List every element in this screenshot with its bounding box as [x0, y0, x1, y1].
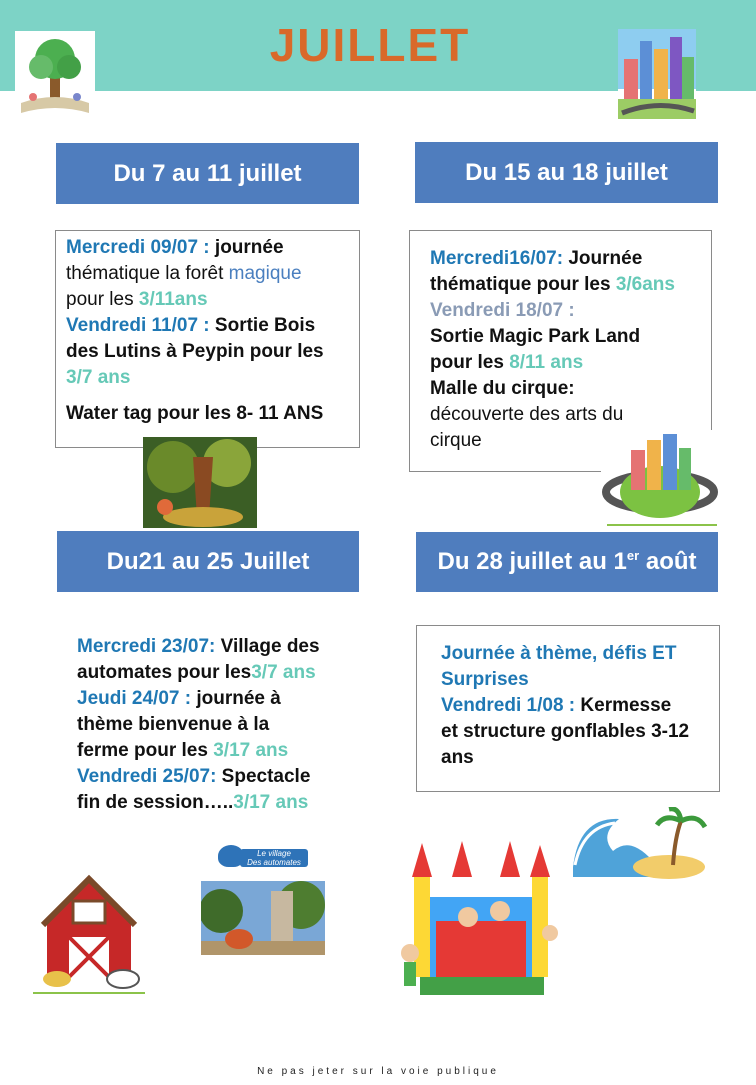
text-span: Spectacle: [216, 766, 311, 787]
text-span: 3/17 ans: [213, 740, 289, 761]
city-icon: [618, 29, 696, 119]
week-4-text: [441, 641, 711, 771]
forest-photo: [143, 437, 257, 528]
text-span: fin de session…..: [77, 792, 234, 813]
text-span: Village des: [215, 636, 320, 657]
text-line: Journée à thème, défis ET: [441, 643, 677, 664]
text-line: découverte des arts du: [430, 404, 624, 425]
farm-barn-icon: [33, 873, 145, 995]
text-line: cirque: [430, 430, 482, 451]
week-3-heading: [57, 531, 359, 592]
automates-photo: [201, 881, 325, 955]
text-span: Sortie Bois: [209, 315, 316, 336]
text-span: magique: [228, 263, 302, 284]
text-span: 3/17 ans: [233, 792, 309, 813]
text-span: Vendredi 11/07 :: [66, 315, 210, 336]
text-line: et structure gonflables 3-12: [441, 721, 690, 742]
text-span: 8/11 ans: [509, 352, 584, 373]
text-span: pour les: [430, 352, 510, 373]
text-line: Surprises: [441, 669, 529, 690]
week-2-text: [430, 246, 710, 454]
text-span: ferme pour les: [77, 740, 214, 761]
village-automates-logo: [218, 843, 308, 873]
logo-line-2: Des automates: [247, 858, 301, 867]
week-1-heading: [56, 143, 359, 204]
text-line: Malle du cirque:: [430, 378, 575, 399]
text-span: Mercredi16/07:: [430, 248, 564, 269]
beach-wave-icon: [569, 807, 709, 883]
text-line: Water tag pour les 8- 11 ANS: [66, 403, 324, 424]
text-span: pour les: [66, 289, 139, 310]
text-span: journée à: [191, 688, 281, 709]
text-span: Mercredi 09/07 :: [66, 237, 210, 258]
text-line: ans: [441, 747, 474, 768]
text-span: Journée: [563, 248, 643, 269]
text-span: Kermesse: [575, 695, 672, 716]
logo-line-1: Le village: [257, 849, 291, 858]
week-3-heading-text: Du21 au 25 Juillet: [106, 547, 310, 575]
text-line: Sortie Magic Park Land: [430, 326, 641, 347]
week-2-heading: [415, 142, 718, 203]
text-span: automates pour les: [77, 662, 252, 683]
week-4-heading: [416, 532, 718, 592]
text-line: des Lutins à Peypin pour les: [66, 341, 324, 362]
week-4-heading-sup: er: [626, 548, 640, 563]
bouncy-castle-icon: [390, 837, 570, 1003]
text-span: thématique pour les: [430, 274, 616, 295]
text-span: Vendredi 1/08 :: [441, 695, 576, 716]
week-1-text: [66, 235, 356, 427]
week-4-heading-end: août: [639, 548, 697, 575]
page-title: JUILLET: [269, 19, 471, 71]
week-1-heading-text: Du 7 au 11 juillet: [113, 159, 302, 187]
week-3-text: [77, 634, 357, 816]
text-span: 3/6ans: [615, 274, 675, 295]
tree-book-icon: [15, 31, 95, 119]
week-2-heading-text: Du 15 au 18 juillet: [465, 158, 668, 186]
text-span: 3/11ans: [138, 289, 208, 310]
text-span: Vendredi 25/07:: [77, 766, 217, 787]
text-line: 3/7 ans: [66, 367, 131, 388]
text-line: Vendredi 18/07 :: [430, 300, 575, 321]
text-span: Mercredi 23/07:: [77, 636, 216, 657]
city-globe-icon: [601, 430, 719, 527]
text-span: journée: [209, 237, 284, 258]
text-span: 3/7 ans: [251, 662, 316, 683]
text-span: thématique la forêt: [66, 263, 229, 284]
text-line: thème bienvenue à la: [77, 714, 270, 735]
text-span: Jeudi 24/07 :: [77, 688, 192, 709]
week-4-heading-text: Du 28 juillet au 1: [437, 548, 627, 575]
footer-note: Ne pas jeter sur la voie publique: [257, 1066, 499, 1077]
